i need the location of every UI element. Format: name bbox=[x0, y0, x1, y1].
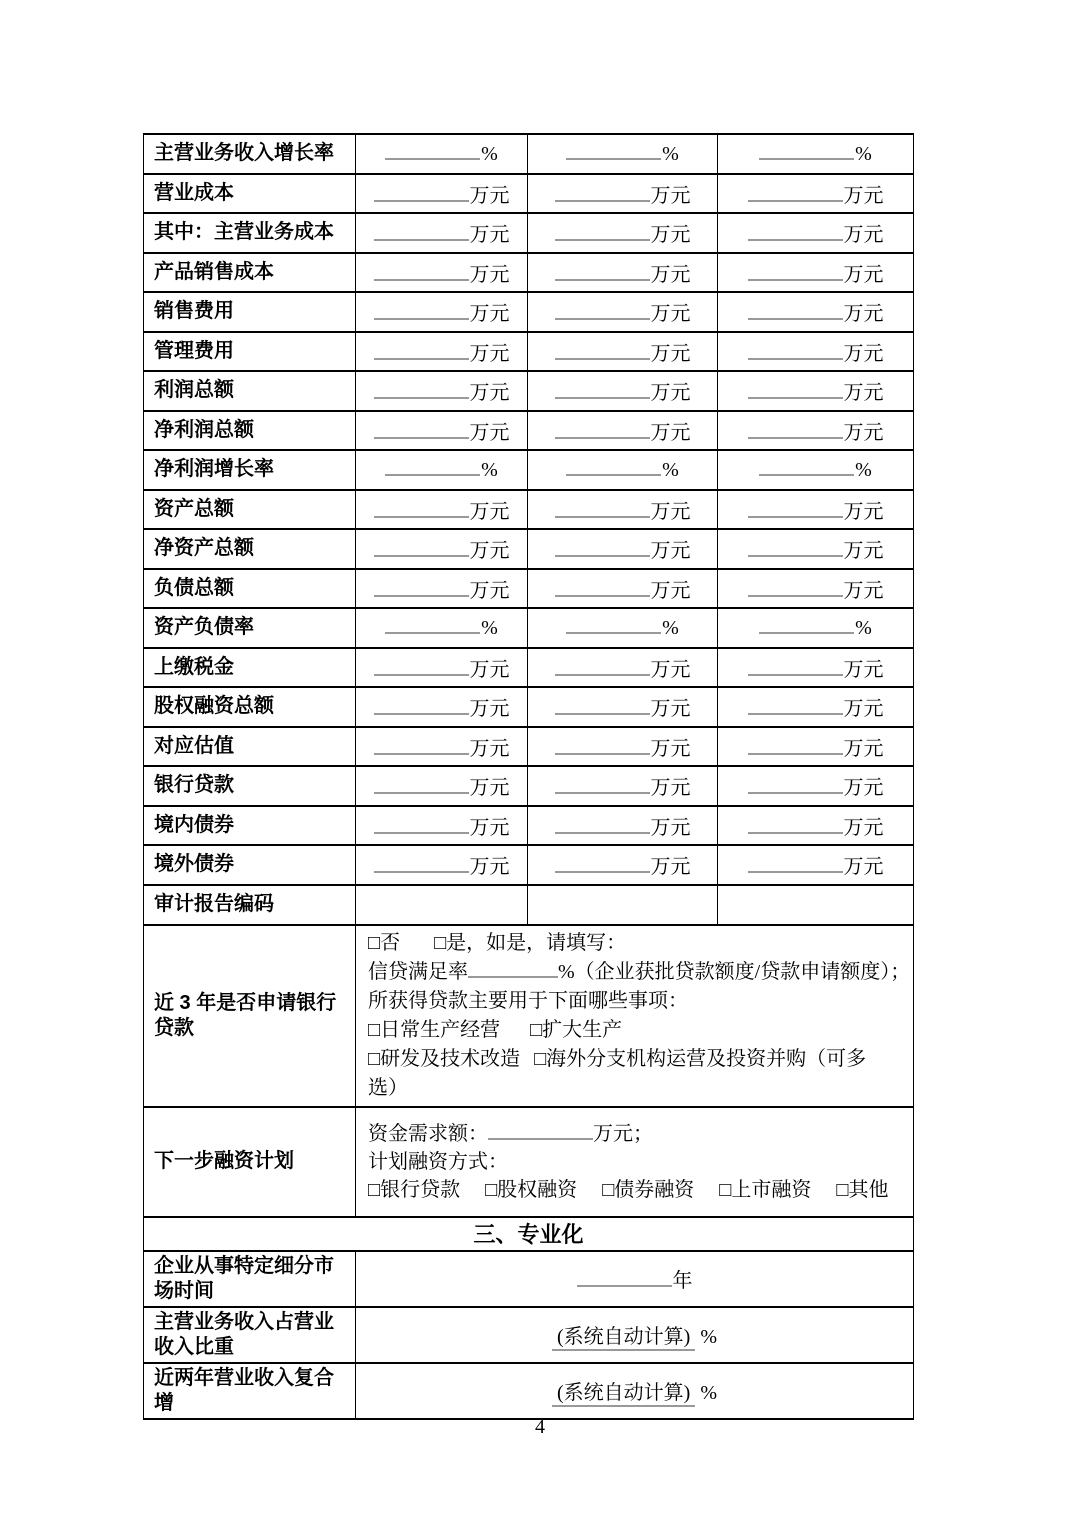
unit-label: 万元 bbox=[469, 658, 510, 681]
unit-label: % bbox=[662, 142, 679, 165]
value-cell-year2 bbox=[528, 569, 718, 609]
row-label: 管理费用 bbox=[144, 332, 356, 372]
value-cell-year1 bbox=[356, 174, 528, 214]
checkbox-option-overseas[interactable]: □海外分支机构运营及投资并购（可多 bbox=[534, 1047, 867, 1070]
table-row bbox=[144, 529, 914, 569]
value-cell-year3 bbox=[718, 213, 914, 253]
fill-in-blank[interactable] bbox=[555, 342, 650, 360]
unit-label: 万元 bbox=[843, 540, 884, 563]
value-cell-year3 bbox=[718, 569, 914, 609]
fill-in-blank[interactable] bbox=[374, 816, 469, 834]
unit-label: 万元 bbox=[469, 263, 510, 286]
fill-in-blank[interactable] bbox=[748, 816, 843, 834]
table-row bbox=[144, 490, 914, 530]
audit-code-cell-year2[interactable] bbox=[528, 885, 718, 925]
value-cell-year3 bbox=[718, 332, 914, 372]
checkbox-option-financing-method[interactable]: □银行贷款 bbox=[368, 1178, 461, 1201]
checkbox-option-financing-method[interactable]: □其他 bbox=[836, 1178, 889, 1201]
unit-label: 万元 bbox=[469, 737, 510, 760]
unit-label: 万元 bbox=[843, 421, 884, 444]
value-cell-year2 bbox=[528, 648, 718, 688]
fill-in-blank[interactable] bbox=[555, 223, 650, 241]
audit-code-cell-year1[interactable] bbox=[356, 885, 528, 925]
row-label: 境外债券 bbox=[144, 845, 356, 885]
value-cell-year1 bbox=[356, 332, 528, 372]
checkbox-option-yes[interactable]: □是，如是，请填写： bbox=[434, 931, 627, 954]
fill-in-blank[interactable] bbox=[555, 500, 650, 518]
table-row bbox=[144, 687, 914, 727]
value-cell-year2 bbox=[528, 806, 718, 846]
checkbox-option-financing-method[interactable]: □上市融资 bbox=[719, 1178, 812, 1201]
row-label: 主营业务收入增长率 bbox=[144, 134, 356, 174]
fill-in-blank[interactable] bbox=[374, 776, 469, 794]
fill-in-blank[interactable] bbox=[748, 855, 843, 873]
unit-label: 万元 bbox=[843, 382, 884, 405]
table-row bbox=[144, 569, 914, 609]
fill-in-blank[interactable] bbox=[374, 421, 469, 439]
fill-in-blank[interactable] bbox=[385, 142, 480, 160]
unit-label: 万元 bbox=[843, 737, 884, 760]
value-cell-year3 bbox=[718, 174, 914, 214]
fill-in-blank[interactable] bbox=[555, 579, 650, 597]
row-label: 近 3 年是否申请银行贷款 bbox=[144, 925, 356, 1107]
unit-label: 万元 bbox=[469, 500, 510, 523]
audit-code-cell-year3[interactable] bbox=[718, 885, 914, 925]
unit-label: 万元 bbox=[650, 263, 691, 286]
checkbox-option-no[interactable]: □否 bbox=[368, 931, 401, 954]
unit-label: 万元 bbox=[650, 303, 691, 326]
unit-label: 万元 bbox=[469, 224, 510, 247]
auto-calc-value: (系统自动计算) bbox=[552, 1382, 695, 1407]
unit-label: 万元 bbox=[650, 777, 691, 800]
table-row-audit-code bbox=[144, 885, 914, 925]
table-row bbox=[144, 608, 914, 648]
row-label: 资产负债率 bbox=[144, 608, 356, 648]
table-row-next-financing bbox=[144, 1107, 914, 1217]
value-cell-year2 bbox=[528, 332, 718, 372]
table-row bbox=[144, 292, 914, 332]
fill-in-blank[interactable] bbox=[374, 658, 469, 676]
financial-form-table bbox=[143, 133, 914, 1420]
unit-label: 万元 bbox=[843, 698, 884, 721]
value-cell-year2 bbox=[528, 134, 718, 174]
unit-label: 万元 bbox=[650, 737, 691, 760]
fill-in-blank[interactable] bbox=[385, 616, 480, 634]
fill-in-blank[interactable] bbox=[374, 855, 469, 873]
fill-in-blank[interactable] bbox=[374, 184, 469, 202]
value-cell-year1 bbox=[356, 450, 528, 490]
table-row bbox=[144, 648, 914, 688]
row-label: 净利润增长率 bbox=[144, 450, 356, 490]
value-cell-year3 bbox=[718, 411, 914, 451]
fill-in-blank[interactable] bbox=[748, 342, 843, 360]
value-cell-year1 bbox=[356, 608, 528, 648]
value-cell-year1 bbox=[356, 569, 528, 609]
unit-label: 万元 bbox=[843, 777, 884, 800]
fill-in-blank[interactable] bbox=[555, 697, 650, 715]
row-label: 审计报告编码 bbox=[144, 885, 356, 925]
value-cell-year3 bbox=[718, 292, 914, 332]
value-cell-year1 bbox=[356, 529, 528, 569]
unit-label: % bbox=[855, 458, 872, 481]
fill-in-blank[interactable] bbox=[374, 539, 469, 557]
unit-label: 万元 bbox=[650, 224, 691, 247]
unit-label: 万元 bbox=[650, 342, 691, 365]
value-cell-year2 bbox=[528, 687, 718, 727]
fill-in-blank[interactable] bbox=[555, 381, 650, 399]
page-number: 4 bbox=[535, 1416, 545, 1438]
value-cell-year1 bbox=[356, 648, 528, 688]
row-label: 负债总额 bbox=[144, 569, 356, 609]
value-cell-year2 bbox=[528, 371, 718, 411]
value-cell-year2 bbox=[528, 174, 718, 214]
value-cell-year3 bbox=[718, 727, 914, 767]
fill-in-blank[interactable] bbox=[555, 737, 650, 755]
fill-in-blank[interactable] bbox=[748, 776, 843, 794]
unit-label: 万元 bbox=[469, 303, 510, 326]
unit-label: 万元 bbox=[650, 579, 691, 602]
unit-label: % bbox=[481, 142, 498, 165]
credit-rate-blank[interactable] bbox=[468, 960, 558, 978]
unit-label: 万元 bbox=[650, 540, 691, 563]
fill-in-blank[interactable] bbox=[555, 816, 650, 834]
market-time-cell bbox=[356, 1251, 914, 1307]
value-cell-year3 bbox=[718, 490, 914, 530]
fill-in-blank[interactable] bbox=[555, 421, 650, 439]
fill-in-blank[interactable] bbox=[555, 776, 650, 794]
fill-in-blank[interactable] bbox=[374, 579, 469, 597]
fill-in-blank[interactable] bbox=[748, 658, 843, 676]
table-row-revenue-ratio bbox=[144, 1307, 914, 1363]
revenue-cagr-cell bbox=[356, 1363, 914, 1419]
credit-rate-suffix: %（企业获批贷款额度/贷款申请额度）； bbox=[558, 960, 911, 983]
revenue-ratio-cell bbox=[356, 1307, 914, 1363]
loan-usage-title: 所获得贷款主要用于下面哪些事项： bbox=[368, 989, 688, 1012]
table-row-market-time bbox=[144, 1251, 914, 1307]
row-label: 上缴税金 bbox=[144, 648, 356, 688]
value-cell-year2 bbox=[528, 490, 718, 530]
fill-in-blank[interactable] bbox=[374, 342, 469, 360]
fill-in-blank[interactable] bbox=[759, 616, 854, 634]
value-cell-year1 bbox=[356, 766, 528, 806]
row-label: 企业从事特定细分市场时间 bbox=[144, 1251, 356, 1307]
fill-in-blank[interactable] bbox=[566, 458, 661, 476]
value-cell-year2 bbox=[528, 411, 718, 451]
value-cell-year3 bbox=[718, 648, 914, 688]
unit-label: 年 bbox=[672, 1270, 693, 1292]
unit-label: % bbox=[481, 616, 498, 639]
unit-label: 万元 bbox=[469, 777, 510, 800]
unit-label: 万元 bbox=[843, 263, 884, 286]
unit-label: % bbox=[662, 616, 679, 639]
unit-label: 万元 bbox=[843, 658, 884, 681]
fill-in-blank[interactable] bbox=[748, 737, 843, 755]
row-label: 资产总额 bbox=[144, 490, 356, 530]
bank-loan-answer-cell bbox=[356, 925, 914, 1107]
fill-in-blank[interactable] bbox=[759, 142, 854, 160]
row-label: 股权融资总额 bbox=[144, 687, 356, 727]
fill-in-blank[interactable] bbox=[748, 381, 843, 399]
fill-in-blank[interactable] bbox=[748, 579, 843, 597]
fill-in-blank[interactable] bbox=[374, 381, 469, 399]
unit-label: 万元 bbox=[650, 500, 691, 523]
fill-in-blank[interactable] bbox=[374, 697, 469, 715]
unit-label: 万元 bbox=[843, 856, 884, 879]
fill-in-blank[interactable] bbox=[374, 302, 469, 320]
value-cell-year1 bbox=[356, 411, 528, 451]
auto-calc-value: (系统自动计算) bbox=[552, 1326, 695, 1351]
value-cell-year3 bbox=[718, 134, 914, 174]
unit-label: 万元 bbox=[469, 184, 510, 207]
fill-in-blank[interactable] bbox=[748, 302, 843, 320]
value-cell-year1 bbox=[356, 845, 528, 885]
row-label: 净资产总额 bbox=[144, 529, 356, 569]
table-row bbox=[144, 371, 914, 411]
fill-in-blank[interactable] bbox=[555, 302, 650, 320]
unit-label: 万元 bbox=[843, 342, 884, 365]
fill-in-blank[interactable] bbox=[555, 184, 650, 202]
unit-label: 万元 bbox=[650, 382, 691, 405]
unit-label: 万元 bbox=[650, 816, 691, 839]
value-cell-year2 bbox=[528, 845, 718, 885]
value-cell-year3 bbox=[718, 608, 914, 648]
value-cell-year1 bbox=[356, 371, 528, 411]
checkbox-option-daily-operation[interactable]: □日常生产经营 bbox=[368, 1018, 501, 1041]
unit-label: % bbox=[662, 458, 679, 481]
table-row bbox=[144, 332, 914, 372]
row-label: 近两年营业收入复合增 bbox=[144, 1363, 356, 1419]
row-label: 销售费用 bbox=[144, 292, 356, 332]
value-cell-year3 bbox=[718, 687, 914, 727]
table-row bbox=[144, 450, 914, 490]
row-label: 产品销售成本 bbox=[144, 253, 356, 293]
value-cell-year3 bbox=[718, 450, 914, 490]
checkbox-option-expand-production[interactable]: □扩大生产 bbox=[530, 1018, 623, 1041]
fill-in-blank[interactable] bbox=[555, 539, 650, 557]
table-row bbox=[144, 806, 914, 846]
unit-label: 万元 bbox=[469, 382, 510, 405]
unit-label: 万元 bbox=[650, 856, 691, 879]
unit-label: 万元 bbox=[650, 184, 691, 207]
unit-label: % bbox=[855, 142, 872, 165]
fill-in-blank[interactable] bbox=[577, 1269, 672, 1287]
unit-label: 万元 bbox=[843, 184, 884, 207]
fill-in-blank[interactable] bbox=[555, 855, 650, 873]
unit-label: 万元 bbox=[469, 579, 510, 602]
value-cell-year2 bbox=[528, 608, 718, 648]
unit-label: 万元 bbox=[843, 224, 884, 247]
section-title: 三、专业化 bbox=[144, 1217, 914, 1251]
value-cell-year3 bbox=[718, 806, 914, 846]
value-cell-year1 bbox=[356, 687, 528, 727]
fill-in-blank[interactable] bbox=[374, 223, 469, 241]
unit-label: 万元 bbox=[469, 342, 510, 365]
row-label: 银行贷款 bbox=[144, 766, 356, 806]
fill-in-blank[interactable] bbox=[374, 737, 469, 755]
unit-label: 万元 bbox=[650, 421, 691, 444]
overseas-option-wrap: 选） bbox=[368, 1076, 408, 1099]
row-label: 净利润总额 bbox=[144, 411, 356, 451]
unit-label: 万元 bbox=[469, 421, 510, 444]
table-row bbox=[144, 134, 914, 174]
value-cell-year1 bbox=[356, 490, 528, 530]
fill-in-blank[interactable] bbox=[748, 421, 843, 439]
fill-in-blank[interactable] bbox=[374, 263, 469, 281]
fill-in-blank[interactable] bbox=[748, 539, 843, 557]
table-row bbox=[144, 174, 914, 214]
row-label: 下一步融资计划 bbox=[144, 1107, 356, 1217]
unit-label: 万元 bbox=[469, 816, 510, 839]
value-cell-year2 bbox=[528, 253, 718, 293]
row-label: 其中：主营业务成本 bbox=[144, 213, 356, 253]
fill-in-blank[interactable] bbox=[566, 616, 661, 634]
table-row bbox=[144, 213, 914, 253]
row-label: 对应估值 bbox=[144, 727, 356, 767]
value-cell-year2 bbox=[528, 292, 718, 332]
value-cell-year1 bbox=[356, 727, 528, 767]
fund-demand-prefix: 资金需求额： bbox=[368, 1122, 488, 1145]
next-financing-cell bbox=[356, 1107, 914, 1217]
fill-in-blank[interactable] bbox=[759, 458, 854, 476]
value-cell-year3 bbox=[718, 766, 914, 806]
unit-label: 万元 bbox=[469, 540, 510, 563]
fill-in-blank[interactable] bbox=[374, 500, 469, 518]
row-label: 境内债券 bbox=[144, 806, 356, 846]
value-cell-year2 bbox=[528, 213, 718, 253]
credit-rate-prefix: 信贷满足率 bbox=[368, 960, 468, 983]
unit-label: % bbox=[481, 458, 498, 481]
unit-label: % bbox=[700, 1382, 717, 1404]
value-cell-year2 bbox=[528, 727, 718, 767]
value-cell-year1 bbox=[356, 292, 528, 332]
table-row-revenue-cagr bbox=[144, 1363, 914, 1419]
row-label: 主营业务收入占营业收入比重 bbox=[144, 1307, 356, 1363]
unit-label: 万元 bbox=[843, 303, 884, 326]
value-cell-year2 bbox=[528, 450, 718, 490]
unit-label: % bbox=[855, 616, 872, 639]
table-row bbox=[144, 253, 914, 293]
unit-label: % bbox=[700, 1326, 717, 1348]
value-cell-year1 bbox=[356, 213, 528, 253]
unit-label: 万元 bbox=[650, 658, 691, 681]
unit-label: 万元 bbox=[843, 500, 884, 523]
value-cell-year1 bbox=[356, 134, 528, 174]
value-cell-year1 bbox=[356, 806, 528, 846]
value-cell-year3 bbox=[718, 253, 914, 293]
fill-in-blank[interactable] bbox=[566, 142, 661, 160]
table-row-section-header bbox=[144, 1217, 914, 1251]
checkbox-option-rd-upgrade[interactable]: □研发及技术改造 bbox=[368, 1047, 521, 1070]
fill-in-blank[interactable] bbox=[385, 458, 480, 476]
unit-label: 万元 bbox=[843, 816, 884, 839]
unit-label: 万元 bbox=[650, 698, 691, 721]
fund-demand-unit: 万元； bbox=[593, 1122, 653, 1145]
table-row bbox=[144, 845, 914, 885]
table-row bbox=[144, 411, 914, 451]
table-row-bank-loan bbox=[144, 925, 914, 1107]
unit-label: 万元 bbox=[469, 698, 510, 721]
fill-in-blank[interactable] bbox=[748, 263, 843, 281]
fund-demand-blank[interactable] bbox=[488, 1122, 593, 1140]
value-cell-year1 bbox=[356, 253, 528, 293]
financing-method-title: 计划融资方式： bbox=[368, 1150, 508, 1173]
fill-in-blank[interactable] bbox=[555, 263, 650, 281]
checkbox-option-financing-method[interactable]: □股权融资 bbox=[485, 1178, 578, 1201]
value-cell-year3 bbox=[718, 371, 914, 411]
row-label: 利润总额 bbox=[144, 371, 356, 411]
fill-in-blank[interactable] bbox=[748, 697, 843, 715]
checkbox-option-financing-method[interactable]: □债券融资 bbox=[602, 1178, 695, 1201]
fill-in-blank[interactable] bbox=[748, 184, 843, 202]
unit-label: 万元 bbox=[843, 579, 884, 602]
unit-label: 万元 bbox=[469, 856, 510, 879]
fill-in-blank[interactable] bbox=[748, 500, 843, 518]
value-cell-year3 bbox=[718, 529, 914, 569]
value-cell-year2 bbox=[528, 766, 718, 806]
fill-in-blank[interactable] bbox=[748, 223, 843, 241]
row-label: 营业成本 bbox=[144, 174, 356, 214]
table-row bbox=[144, 727, 914, 767]
fill-in-blank[interactable] bbox=[555, 658, 650, 676]
value-cell-year2 bbox=[528, 529, 718, 569]
table-row bbox=[144, 766, 914, 806]
value-cell-year3 bbox=[718, 845, 914, 885]
